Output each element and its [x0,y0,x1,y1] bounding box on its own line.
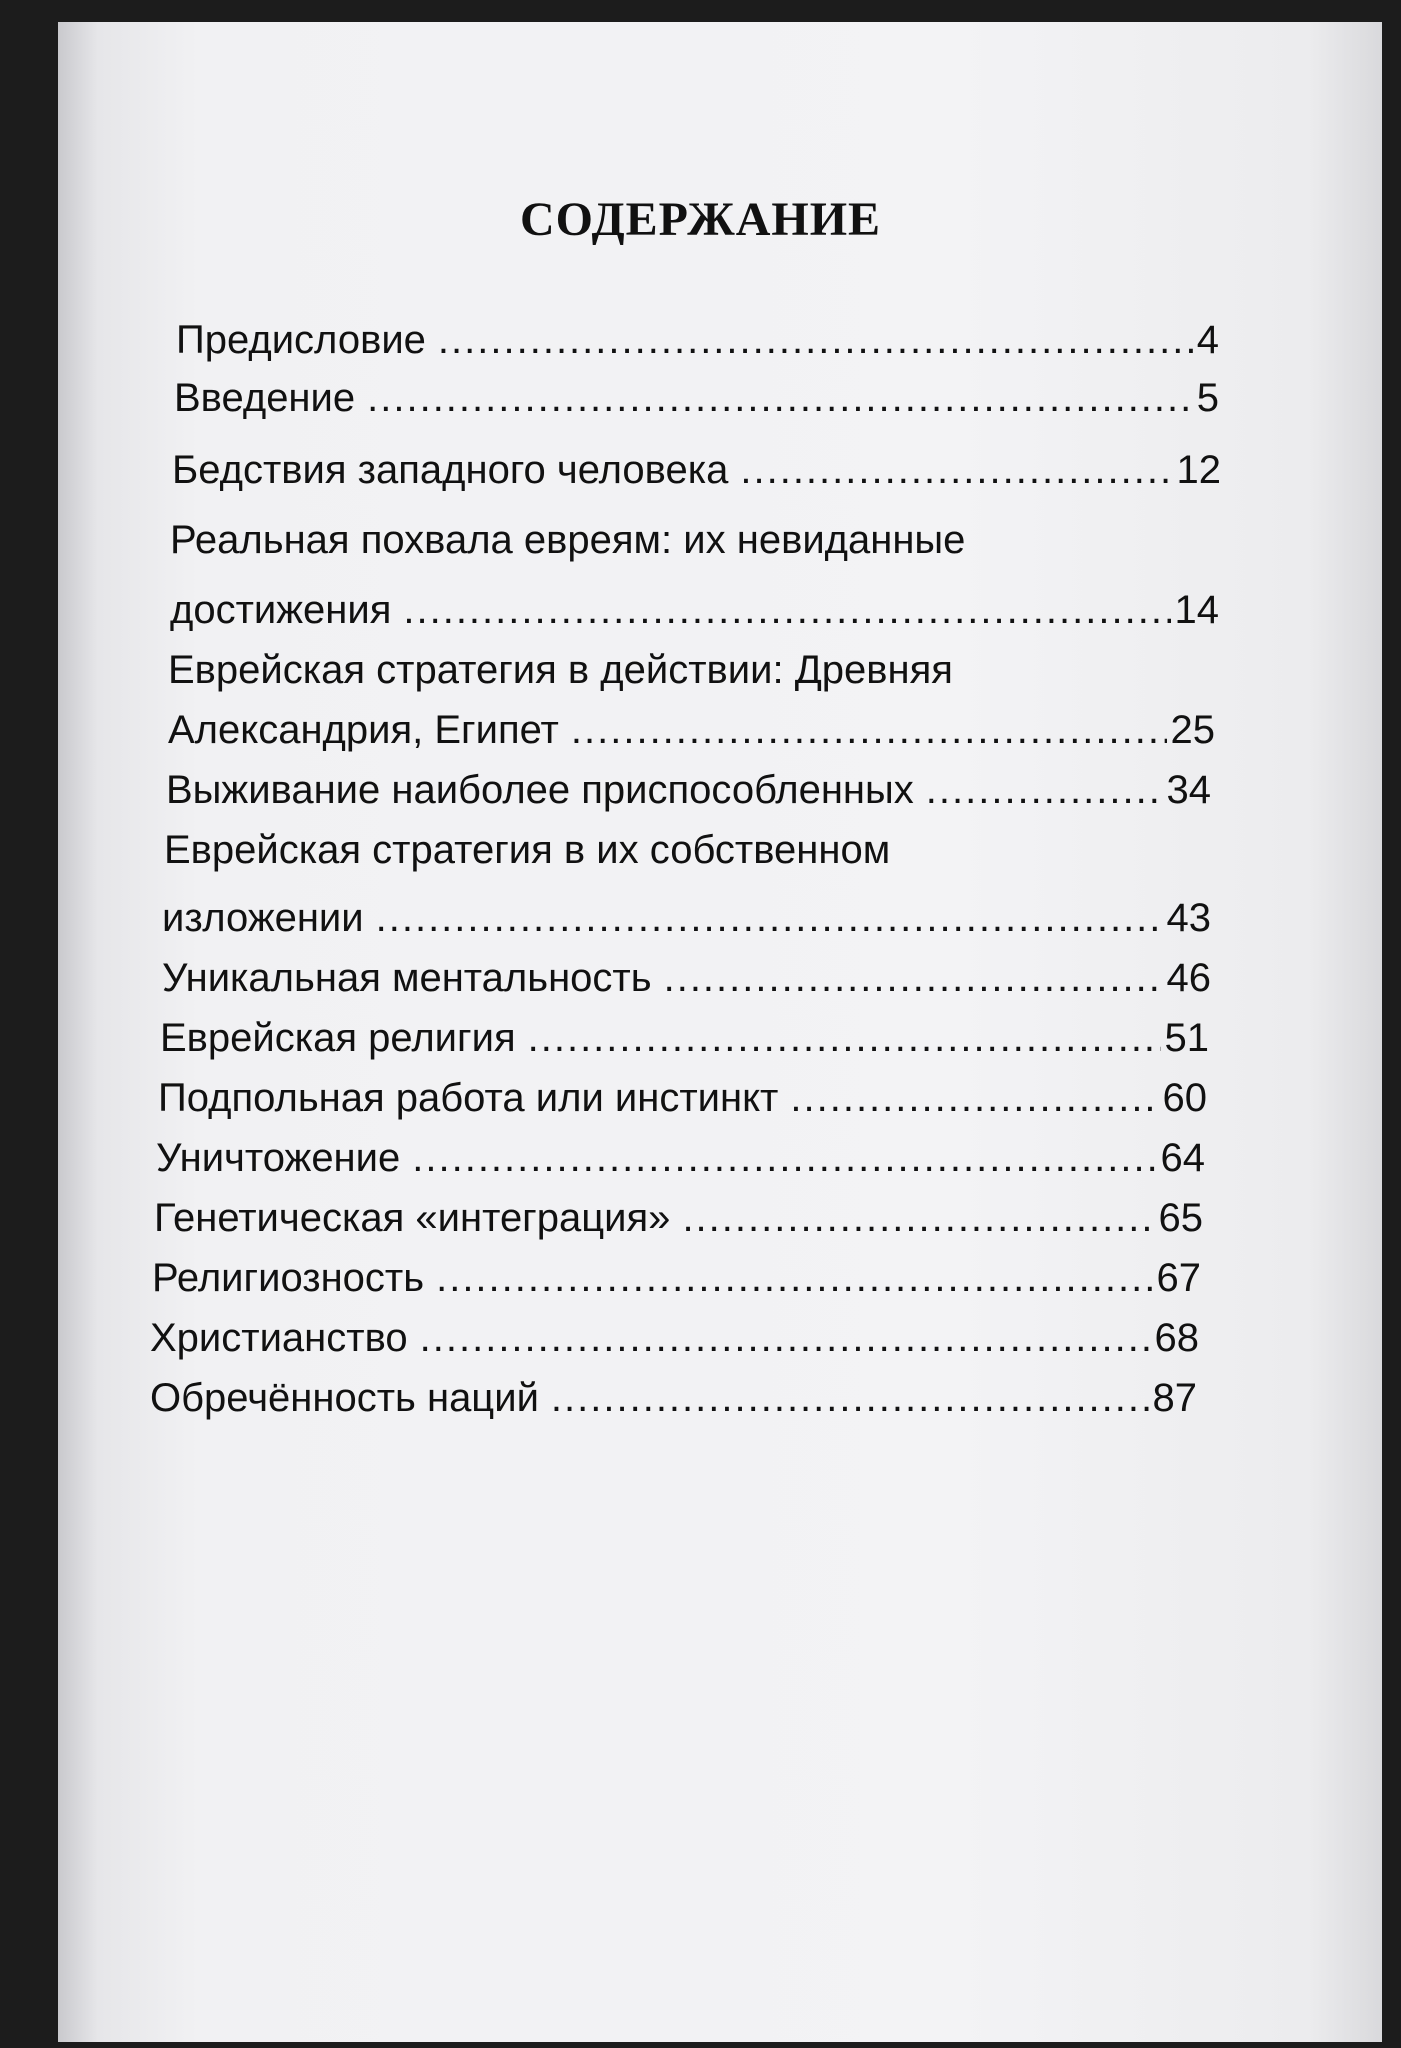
toc-entry-praise-line1 [170,512,965,568]
toc-leader-dots [436,1250,1152,1306]
toc-leader-dots [926,762,1163,818]
toc-entry-praise-line2 [170,582,1219,638]
toc-entry-label: Еврейская религия [160,1016,516,1060]
toc-leader-dots [571,702,1167,758]
toc-entry-own-account-line2 [162,890,1211,946]
page-title: СОДЕРЖАНИЕ [519,193,882,246]
toc-page-number: 67 [1156,1256,1201,1300]
toc-leader-dots [367,370,1193,426]
toc-leader-dots [412,1130,1156,1186]
toc-leader-dots [376,890,1163,946]
toc-entry-christianity [150,1310,1199,1366]
toc-page-number: 51 [1164,1016,1209,1060]
toc-entry-label: Подпольная работа или инстинкт [158,1076,779,1120]
toc-entry-religiosity [152,1250,1201,1306]
toc-leader-dots [438,312,1193,368]
toc-entry-label: Реальная похвала евреям: их невиданные [170,518,966,562]
toc-entry-label: Уникальная ментальность [162,956,652,1000]
toc-entry-label: Еврейская стратегия в действии: Древняя [168,648,953,692]
toc-page-number: 12 [1176,448,1221,492]
toc-page-number: 64 [1160,1136,1205,1180]
toc-entry-underground [158,1070,1207,1126]
toc-entry-own-account-line1 [164,822,890,878]
toc-entry-label: Выживание наиболее приспособленных [166,768,914,812]
toc-entry-mentality [162,950,1211,1006]
toc-entry-religion [160,1010,1209,1066]
toc-page-number: 5 [1196,376,1219,420]
toc-page-number: 25 [1170,708,1215,752]
toc-entry-label: Введение [174,376,356,420]
toc-page-number: 34 [1166,768,1211,812]
toc-entry-label: Христианство [150,1316,408,1360]
toc-page-number: 14 [1174,588,1219,632]
toc-entry-label: Еврейская стратегия в их собственном [164,828,891,872]
toc-page-number: 43 [1166,896,1211,940]
toc-entry-integration [154,1190,1203,1246]
toc-leader-dots [528,1010,1161,1066]
toc-page-number: 60 [1162,1076,1207,1120]
toc-entry-strategy-alexandria-line2 [168,702,1215,758]
toc-entry-label: Бедствия западного человека [172,448,729,492]
toc-entry-continuation: изложении [162,896,364,940]
toc-leader-dots [420,1310,1151,1366]
toc-leader-dots [740,442,1172,498]
toc-entry-continuation: Александрия, Египет [168,708,559,752]
toc-leader-dots [664,950,1163,1006]
toc-entry-doom-of-nations [150,1370,1197,1426]
toc-leader-dots [551,1370,1149,1426]
toc-page-number: 46 [1166,956,1211,1000]
toc-entry-label: Обречённость наций [150,1376,539,1420]
toc-page-number: 65 [1158,1196,1203,1240]
toc-page-number: 87 [1152,1376,1197,1420]
toc-entry-introduction [174,370,1219,426]
toc-entry-destruction [156,1130,1205,1186]
toc-entry-label: Предисловие [176,318,426,362]
toc-entry-strategy-alexandria-line1 [168,642,953,698]
toc-entry-continuation: достижения [170,588,392,632]
toc-leader-dots [790,1070,1158,1126]
toc-entry-label: Уничтожение [156,1136,401,1180]
toc-entry-western-man [172,442,1221,498]
toc-leader-dots [403,582,1170,638]
toc-entry-survival [166,762,1211,818]
toc-entry-label: Генетическая «интеграция» [154,1196,671,1240]
toc-entry-label: Религиозность [152,1256,425,1300]
toc-page-number: 68 [1154,1316,1199,1360]
toc-page-number: 4 [1196,318,1219,362]
toc-entry-preface [176,312,1219,368]
toc-leader-dots [682,1190,1154,1246]
